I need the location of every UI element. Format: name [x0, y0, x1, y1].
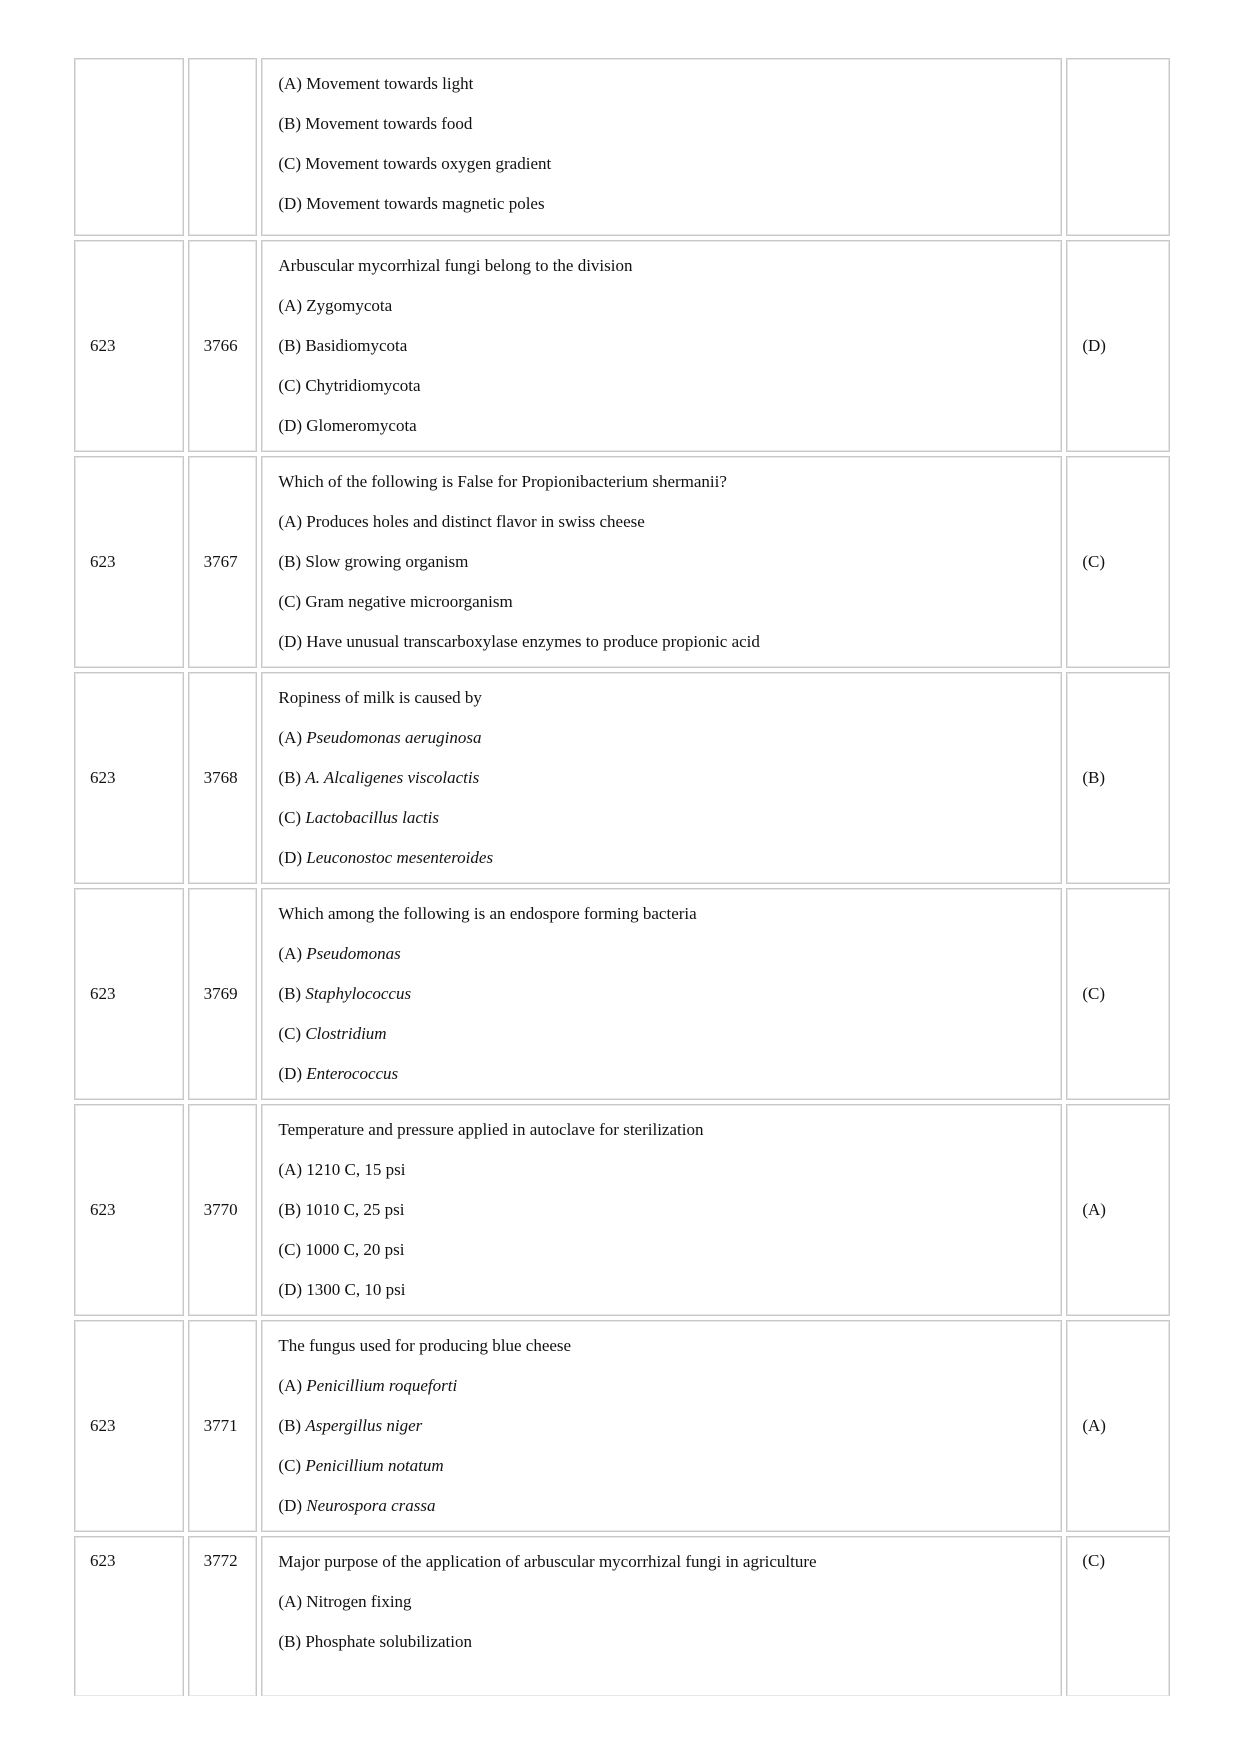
subject-cell: 623 [74, 888, 184, 1100]
option-prefix: (A) [278, 944, 307, 963]
option-text: (B) Slow growing organism [278, 552, 469, 571]
option-text: (B) Basidiomycota [278, 336, 408, 355]
subject-cell: 623 [74, 1320, 184, 1532]
species-name: Enterococcus [306, 1064, 399, 1083]
species-name: Clostridium [305, 1024, 387, 1043]
option-text [278, 1375, 1045, 1415]
option-text: (A) 1210 C, 15 psi [278, 1160, 406, 1179]
option-text [278, 727, 1045, 767]
species-name: Lactobacillus lactis [305, 808, 439, 827]
option-text: (D) Have unusual transcarboxylase enzymes to produce propionic acid [278, 632, 760, 651]
option-text: (D) Glomeromycota [278, 416, 417, 435]
answer-cell: (C) [1066, 888, 1170, 1100]
question-cell [261, 240, 1062, 452]
answer-cell: (A) [1066, 1320, 1170, 1532]
option-prefix: (C) [278, 1024, 306, 1043]
option-text: (C) Movement towards oxygen gradient [278, 154, 552, 173]
answer-cell: (C) [1066, 456, 1170, 668]
option-text [278, 1455, 1045, 1495]
question-id-cell: 3772 [188, 1536, 258, 1696]
option-text: (A) Nitrogen fixing [278, 1592, 412, 1611]
question-table [74, 58, 1170, 1700]
option-text [278, 983, 1045, 1023]
option-text [278, 767, 1045, 807]
question-cell [261, 672, 1062, 884]
table-row [74, 888, 1170, 1100]
table-row [74, 672, 1170, 884]
table-row [74, 1536, 1170, 1696]
option-text: (C) 1000 C, 20 psi [278, 1240, 405, 1259]
option-prefix: (C) [278, 808, 306, 827]
answer-cell: (A) [1066, 1104, 1170, 1316]
option-text [278, 943, 1045, 983]
subject-cell: 623 [74, 456, 184, 668]
option-text [278, 1063, 1045, 1103]
question-text: The fungus used for producing blue cheese [278, 1336, 572, 1355]
option-text: (C) Chytridiomycota [278, 376, 421, 395]
answer-cell: (C) [1066, 1536, 1170, 1696]
question-cell [261, 888, 1062, 1100]
question-cell [261, 1320, 1062, 1532]
question-id-cell: 3766 [188, 240, 258, 452]
species-name: Staphylococcus [305, 984, 412, 1003]
option-text [278, 847, 1045, 887]
species-name: Aspergillus niger [305, 1416, 423, 1435]
option-prefix: (D) [278, 848, 307, 867]
option-text: (D) 1300 C, 10 psi [278, 1280, 406, 1299]
table-row [74, 1320, 1170, 1532]
option-prefix: (B) [278, 768, 306, 787]
question-cell [261, 456, 1062, 668]
option-text: (B) Phosphate solubilization [278, 1632, 472, 1651]
species-name: Pseudomonas aeruginosa [306, 728, 482, 747]
question-id-cell: 3771 [188, 1320, 258, 1532]
option-text: (B) Movement towards food [278, 114, 473, 133]
species-name: Penicillium roqueforti [306, 1376, 458, 1395]
table-row [74, 58, 1170, 236]
option-text: (D) Movement towards magnetic poles [278, 194, 545, 213]
question-id-cell: 3770 [188, 1104, 258, 1316]
species-name: Leuconostoc mesenteroides [306, 848, 494, 867]
option-prefix: (D) [278, 1064, 307, 1083]
question-id-cell [188, 58, 258, 236]
question-id-cell: 3768 [188, 672, 258, 884]
subject-cell: 623 [74, 240, 184, 452]
option-prefix: (B) [278, 1416, 306, 1435]
subject-cell: 623 [74, 1104, 184, 1316]
question-cell [261, 58, 1062, 236]
option-prefix: (A) [278, 728, 307, 747]
table-row [74, 456, 1170, 668]
subject-cell [74, 58, 184, 236]
question-text: Which of the following is False for Propionibacterium shermanii? [278, 472, 727, 491]
question-text: Major purpose of the application of arbuscular mycorrhizal fungi in agriculture [278, 1552, 817, 1571]
option-text [278, 1415, 1045, 1455]
subject-cell: 623 [74, 1536, 184, 1696]
table-row [74, 240, 1170, 452]
question-cell [261, 1104, 1062, 1316]
option-text: (A) Movement towards light [278, 74, 474, 93]
option-text: (A) Zygomycota [278, 296, 393, 315]
question-text: Ropiness of milk is caused by [278, 688, 482, 707]
answer-cell [1066, 58, 1170, 236]
species-name: Pseudomonas [306, 944, 401, 963]
option-text [278, 1023, 1045, 1063]
species-name: Neurospora crassa [306, 1496, 436, 1515]
species-name: A. Alcaligenes viscolactis [305, 768, 480, 787]
answer-cell: (B) [1066, 672, 1170, 884]
option-text: (C) Gram negative microorganism [278, 592, 513, 611]
option-text: (A) Produces holes and distinct flavor in swiss cheese [278, 512, 645, 531]
option-prefix: (B) [278, 984, 306, 1003]
option-text [278, 1495, 1045, 1535]
question-id-cell: 3767 [188, 456, 258, 668]
option-text: (B) 1010 C, 25 psi [278, 1200, 405, 1219]
option-prefix: (C) [278, 1456, 306, 1475]
question-text: Which among the following is an endospore forming bacteria [278, 904, 697, 923]
question-text: Arbuscular mycorrhizal fungi belong to the division [278, 256, 633, 275]
question-cell [261, 1536, 1062, 1696]
table-row [74, 1104, 1170, 1316]
question-id-cell: 3769 [188, 888, 258, 1100]
option-prefix: (A) [278, 1376, 307, 1395]
answer-cell: (D) [1066, 240, 1170, 452]
subject-cell: 623 [74, 672, 184, 884]
question-text: Temperature and pressure applied in autoclave for sterilization [278, 1120, 704, 1139]
species-name: Penicillium notatum [305, 1456, 444, 1475]
option-text [278, 807, 1045, 847]
option-prefix: (D) [278, 1496, 307, 1515]
